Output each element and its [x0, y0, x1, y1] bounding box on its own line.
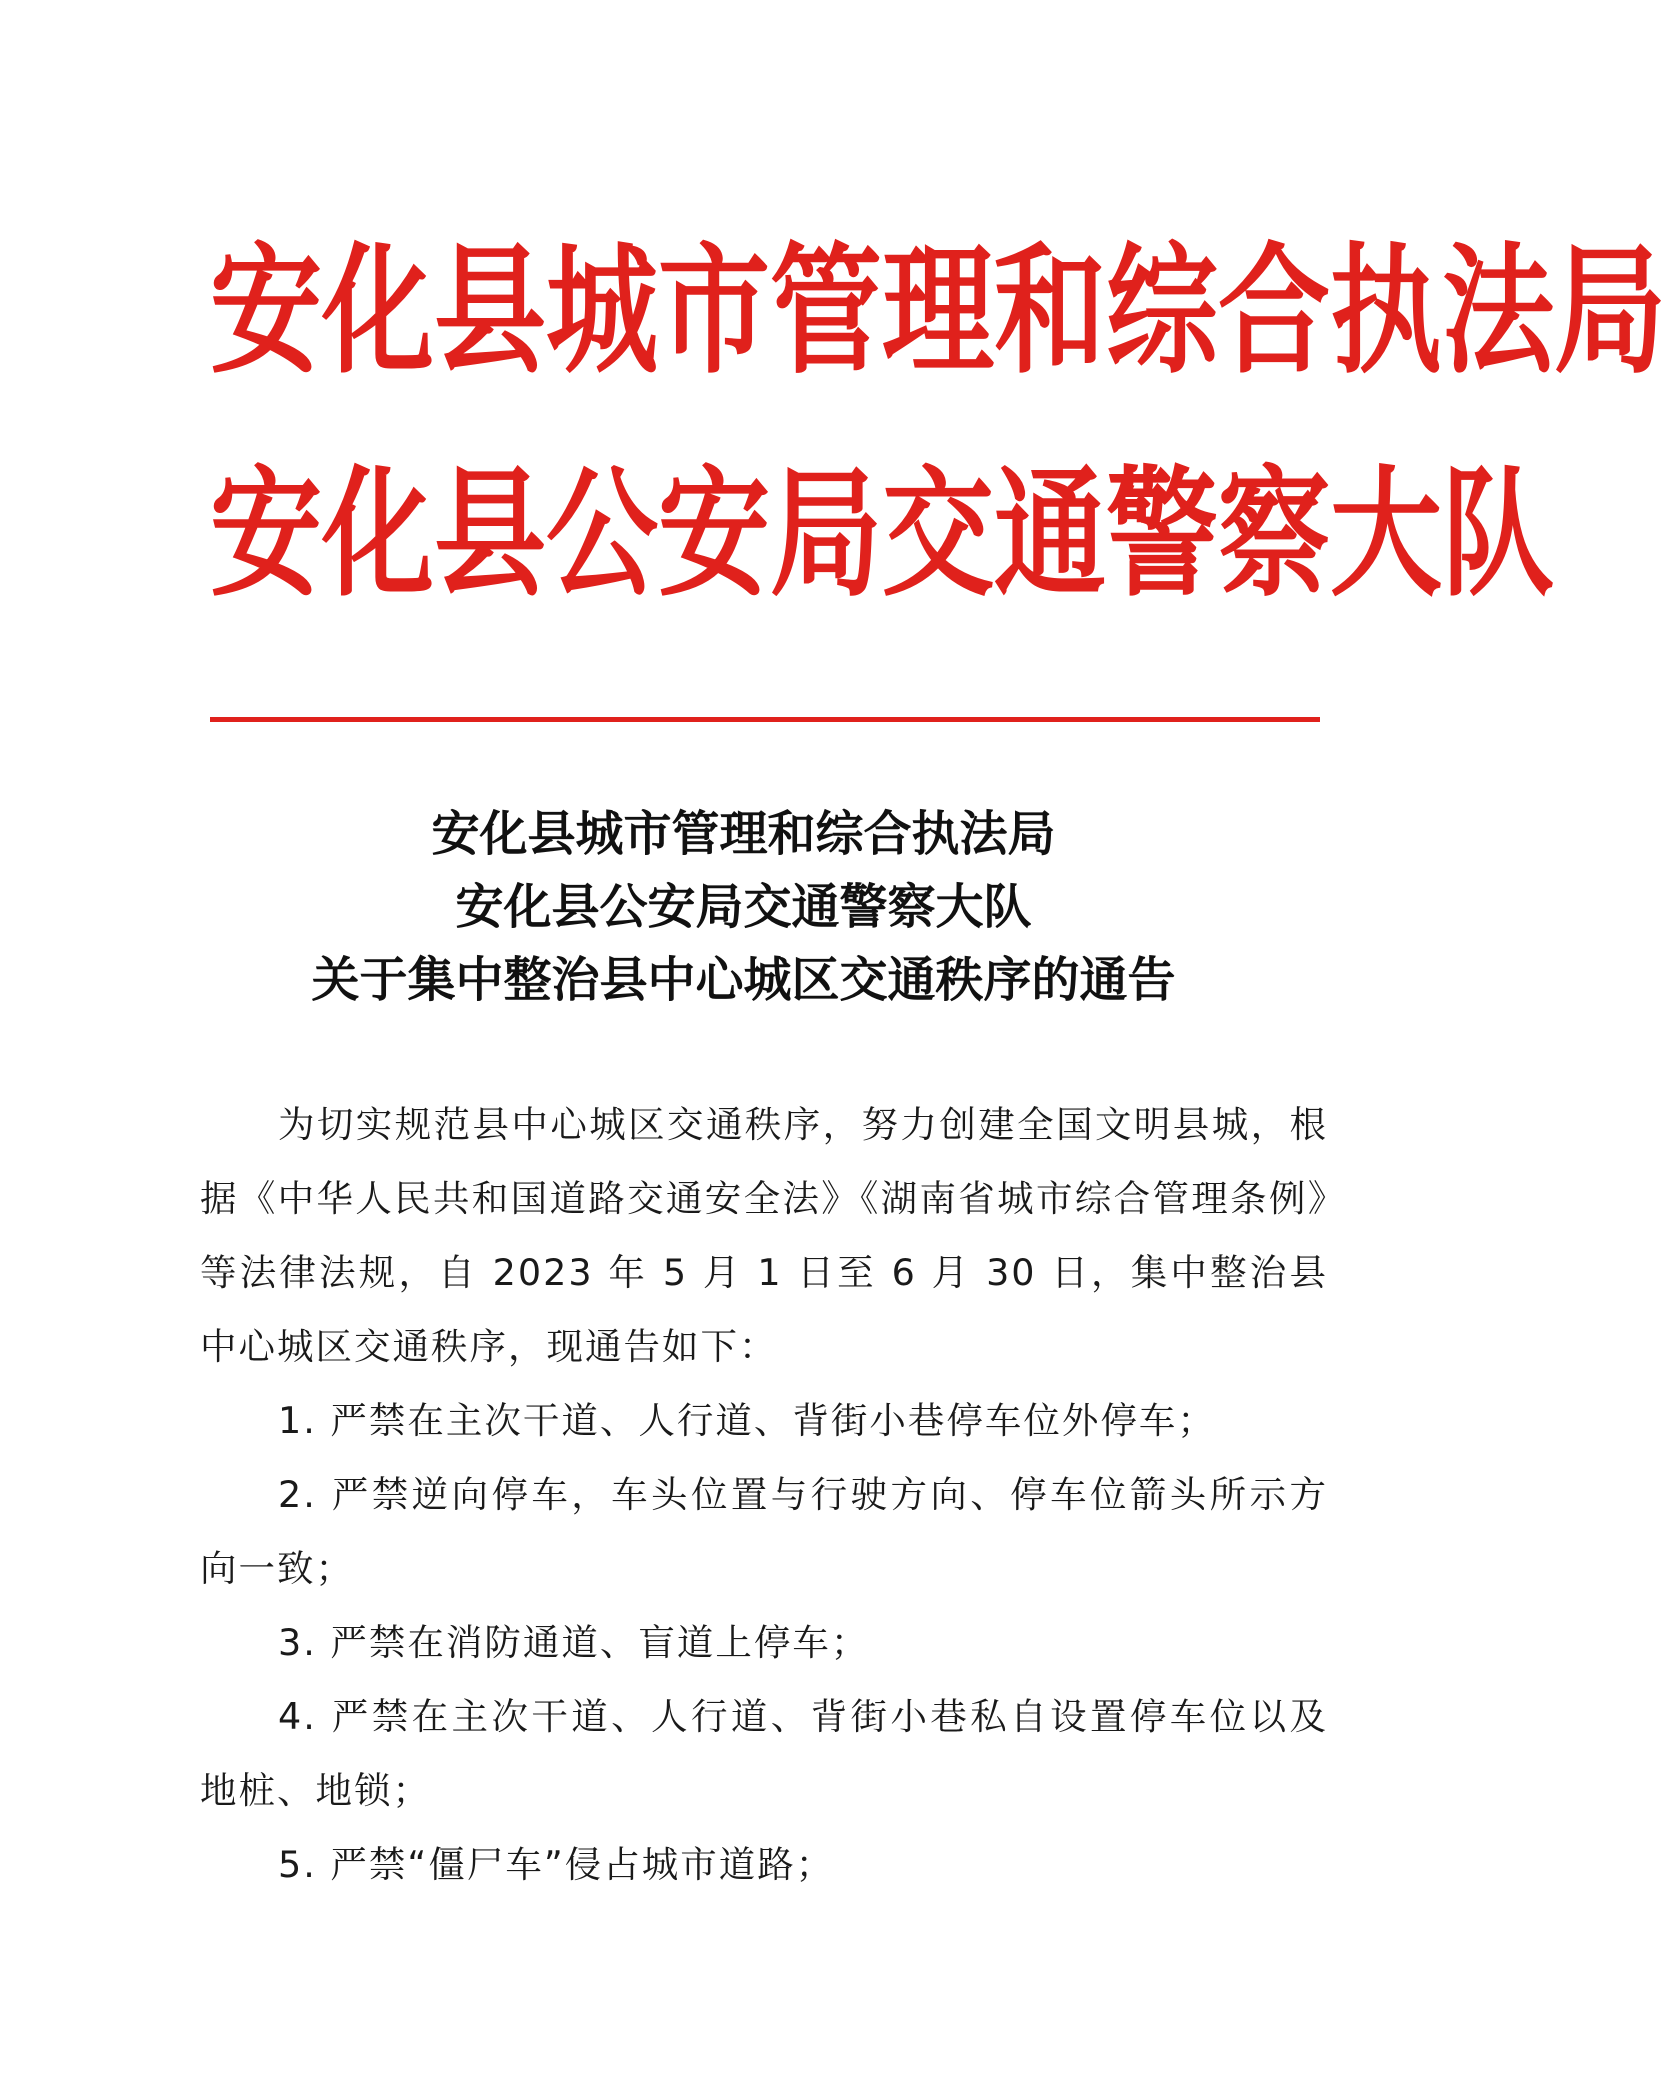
notice-title	[0, 798, 1487, 1017]
header-char: 管	[770, 229, 882, 394]
header-char: 察	[1218, 452, 1330, 617]
notice-item: 3. 严禁在消防通道、盲道上停车；	[278, 1621, 870, 1664]
header-char: 警	[1106, 452, 1218, 617]
header-char: 和	[994, 229, 1106, 394]
title-line-2: 安化县公安局交通警察大队	[455, 879, 1032, 935]
header-char: 安	[658, 452, 770, 617]
notice-body	[200, 1088, 1328, 1902]
header-char: 理	[882, 229, 994, 394]
header-char: 局	[770, 452, 882, 617]
header-char: 安	[210, 452, 322, 617]
issuer-header-line-2	[210, 452, 1554, 617]
header-char: 市	[658, 229, 770, 394]
header-char: 交	[882, 452, 994, 617]
header-char: 公	[546, 452, 658, 617]
title-line-1: 安化县城市管理和综合执法局	[431, 806, 1056, 862]
header-char: 队	[1442, 452, 1554, 617]
header-char: 执	[1330, 229, 1442, 394]
header-char: 合	[1218, 229, 1330, 394]
notice-item: 5. 严禁“僵尸车”侵占城市道路；	[278, 1843, 835, 1886]
header-char: 化	[322, 229, 434, 394]
notice-item: 4. 严禁在主次干道、人行道、背街小巷私自设置停车位以及地桩、地锁；	[200, 1695, 1328, 1812]
header-char: 大	[1330, 452, 1442, 617]
notice-item: 2. 严禁逆向停车，车头位置与行驶方向、停车位箭头所示方向一致；	[200, 1473, 1328, 1590]
title-line-3: 关于集中整治县中心城区交通秩序的通告	[311, 952, 1176, 1008]
header-char: 法	[1442, 229, 1554, 394]
header-char: 县	[434, 229, 546, 394]
header-char: 通	[994, 452, 1106, 617]
header-char: 安	[210, 229, 322, 394]
header-char: 县	[434, 452, 546, 617]
issuer-header-line-1	[210, 229, 1666, 394]
header-char: 局	[1554, 229, 1666, 394]
header-char: 城	[546, 229, 658, 394]
red-divider-line	[210, 717, 1320, 722]
header-char: 化	[322, 452, 434, 617]
intro-paragraph: 为切实规范县中心城区交通秩序，努力创建全国文明县城，根据《中华人民共和国道路交通安全法》《湖南省城市综合管理条例》等法律法规，自 2023 年 5 月 1 日至 6 月 30 日，集中整治县中心城区交通秩序，现通告如下：	[200, 1103, 1328, 1368]
notice-item: 1. 严禁在主次干道、人行道、背街小巷停车位外停车；	[278, 1399, 1216, 1442]
header-char: 综	[1106, 229, 1218, 394]
